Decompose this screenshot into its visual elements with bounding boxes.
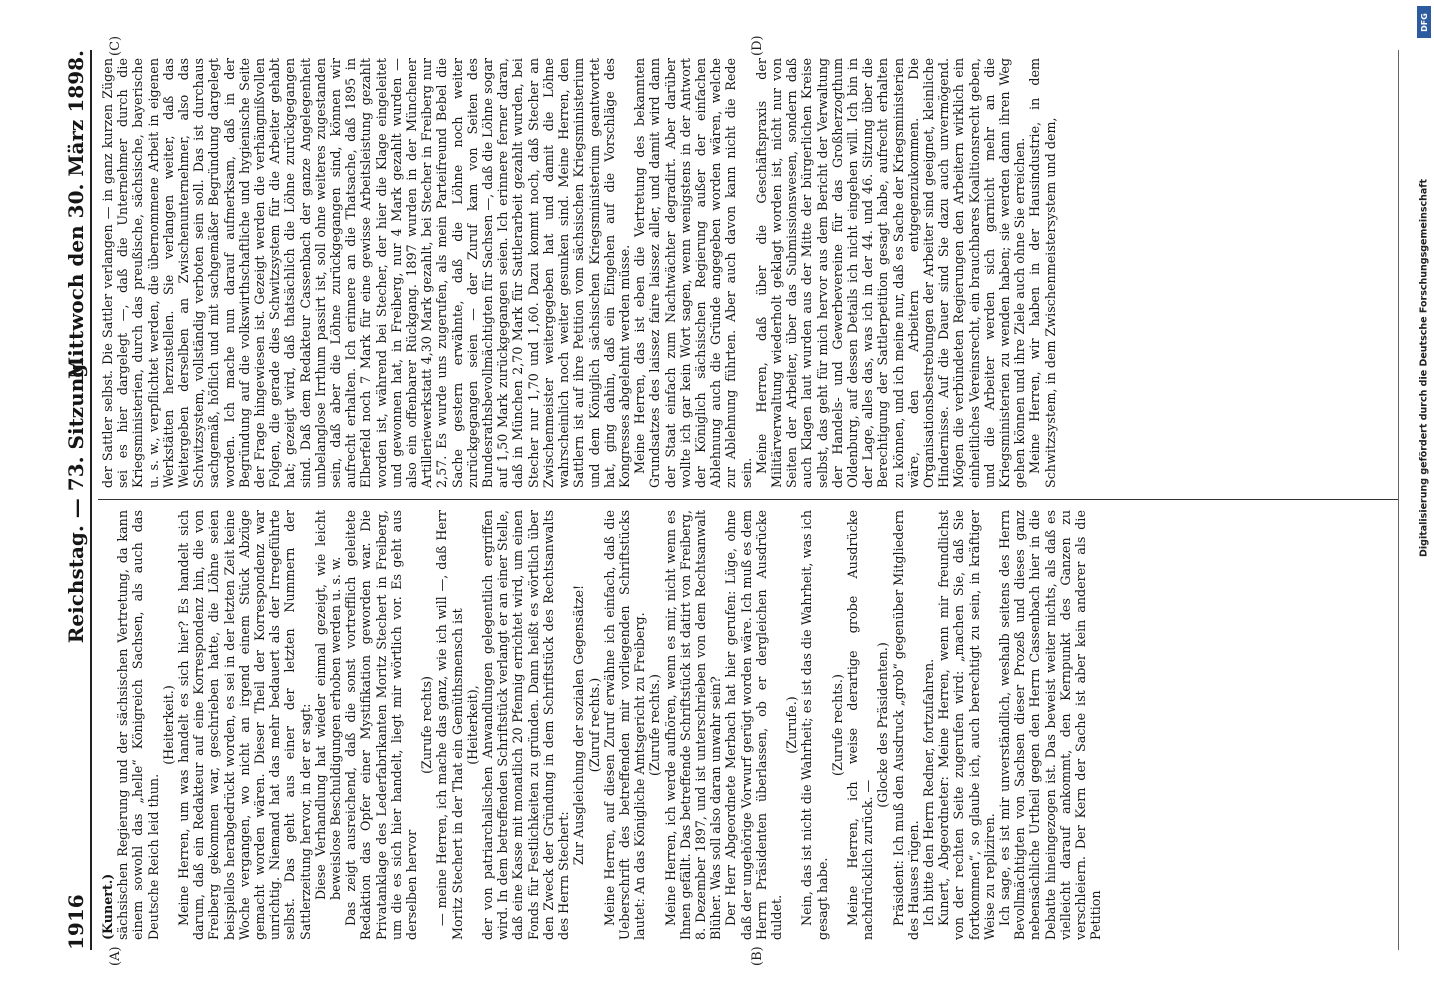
paragraph: Präsident: Ich muß den Ausdruck „grob“ gegenüber Mitgliedern des Hauses rügen. — [890, 510, 921, 940]
margin-mark-d: (D) — [750, 35, 765, 56]
paragraph: — meine Herren, ich mache das ganz, wie ich will —, daß Herr Moritz Stechert in der That ein Gemüthsmensch ist — [434, 510, 465, 940]
paragraph: Meine Herren, daß über die Geschäftspraxis der Militärverwaltung wiederholt geklagt worden ist, nicht nur von Seiten der Arbeiter, über das Submissionswesen, sondern daß auch Klagen laut wurden aus der Mitte der bürgerlichen Kreise selbst, das geht für mich hervor aus dem Bericht der Verwaltung der Handels- und Gewerbevereine für das Großherzogthum Oldenburg, auf dessen Details ich nicht eingehen will. Ich bin in der Lage, alles das, was ich in der 44. und 46. Sitzung über die Berechtigung der Sattlerpetition gesagt habe, aufrecht erhalten zu können, und ich meine nur, daß es Sache der Kriegsministerien wäre, den Arbeitern entgegenzukommen. Die Organisationsbestrebungen der Arbeiter sind geeignet, kleinliche Hindernisse. Auf die Dauer sind Sie dazu auch unvermögend. Mögen die verbündeten Regierungen den Arbeitern wirklich ein einheitliches Vereinsrecht, ein brauchbares Koalitionsrecht geben, und die Arbeiter werden sich garnicht mehr an die Kriegsministerien zu wenden haben; sie werden dann ihren Weg gehen können und ihre Ziele auch ohne Sie erreichen. — [753, 58, 1028, 488]
page-header — [60, 50, 92, 950]
paragraph: der Sattler selbst. Die Sattler verlangen — in ganz kurzen Zügen sei es hier dargelegt —, daß die Unternehmer durch die Kriegsministerien, durch das preußische, sächsische, bayerische u. s. w., verpflichtet werden, die übernommene Arbeit in eigenen Werkstätten herzustellen. Sie verlangen weiter, daß das Weitergeben derselben an Zwischenunternehmer, also das Schwitzsystem, vollständig verboten sein soll. Das ist durchaus sachgemäß, höflich und mit sachgemäßer Begründung dargelegt worden. Ich mache nun darauf aufmerksam, daß in der Begründung auf die volkswirthschaftliche und hygienische Seite der Frage hingewiesen ist. Gezeigt werden die verhängnißvollen Folgen, die gerade dies Schwitzsystem für die Arbeiter gehabt hat; gezeigt wird, daß thatsächlich die Löhne zurückgegangen sind. Daß dem Redakteur Cassenbach der ganze Angelegenheit unbelanglose Irrthum passirt ist, soll ohne weiteres zugestanden sein, daß aber die Löhne zurückgegangen sind, können wir aufrecht erhalten. Ich erinnere an die Thatsache, daß 1895 in Elberfeld noch 7 Mark für eine gewisse Arbeitsleistung gezahlt worden ist, während bei Stecher, der hier die Klage eingeleitet und gewonnen hat, in Freiberg, nur 4 Mark gezahlt wurden — also ein offenbarer Rückgang. 1897 wurden in der Münchener Artilleriewerkstatt 4,30 Mark gezahlt, bei Stecher in Freiberg nur 2,57. Es wurde uns zugerufen, als mein Parteifreund Bebel die Sache gestern erwähnte, daß die Löhne noch weiter zurückgegangen seien — der Zuruf kam von Seiten des Bundesrathsbevollmächtigten für Sachsen —, daß die Löhne sogar auf 1,50 Mark zurückgegangen seien. Ich erinnere ferner daran, daß in München 2,70 Mark für Sattlerarbeit gezahlt wurden, bei Stecher nur 1,70 und 1,60. Dazu kommt noch, daß Stecher an Zwischenmeister weitergegeben hat und damit die Löhne wahrscheinlich noch weiter gesunken sind. Meine Herren, den Sattlern ist auf ihre Petition vom sächsischen Kriegsministerium und dem Königlich sächsischen Kriegsministerium geantwortet hat, ging dahin, daß ein Eingehen auf die Vorschläge des Kongresses abgelehnt werden müsse. — [100, 58, 632, 488]
paragraph: Ich bitte den Herrn Redner, fortzufahren. — [920, 658, 936, 926]
left-column — [100, 510, 1390, 940]
margin-mark-a: (A) — [108, 946, 123, 966]
dfg-logo: DFG — [1417, 6, 1431, 38]
interjection: (Zuruf rechts.) — [586, 677, 602, 773]
scanned-page — [50, 30, 1410, 970]
paragraph: Ich sage, es ist mir unverständlich, weshalb seitens des Herrn Bevollmächtigten von Sachsen dieser Prozeß und dieses ganz nebensächliche Urtheil gegen den Herrn Cassenbach hier in die Debatte hineingezogen ist. Das beweist weiter nichts, als daß es vielleicht darauf ankommt, den Kernpunkt des Ganzen zu verschleiern. Der Kern der Sache ist aber kein anderer als die Petition — [996, 510, 1104, 940]
paragraph: Der Herr Abgeordnete Merbach hat hier gerufen: Lüge, ohne daß der ungehörige Vorwurf gerügt worden wäre. Ich muß es dem Herrn Präsidenten überlassen, ob er dergleichen Ausdrücke duldet. — [723, 510, 784, 940]
session-title: Reichstag. — 73. Sitzung. — [64, 356, 88, 644]
paragraph: Meine Herren, das ist eben die Vertretung des bekannten Grundsatzes des laissez faire laissez aller, und damit wird dann der Staat einfach zum Nachtwächter degradirt. Aber darüber wollte ich gar kein Wort sagen, wenn wenigstens in der Antwort der Königlich sächsischen Regierung außer der einfachen Ablehnung auch die Gründe angegeben worden wären, welche zur Ablehnung führten. Aber auch davon kann nicht die Rede sein. — [632, 58, 754, 488]
paragraph: Das zeigt ausreichend, daß die sonst vortrefflich geleitete Redaktion das Opfer einer Mystifikation geworden war. Die Privatanklage des Lederfabrikanten Moritz Stechert in Freiberg, um die es sich hier handelt, liegt mir wörtlich vor. Es geht aus derselben hervor — [343, 510, 420, 940]
interjection: (Zurufe rechts.) — [647, 674, 663, 776]
margin-mark-b: (B) — [750, 946, 765, 966]
interjection: (Zurufe rechts.) — [829, 674, 845, 776]
digitization-note: Digitalisierung gefördert durch die Deutsche Forschungsgemeinschaft — [1418, 179, 1430, 557]
digitization-strip — [1415, 0, 1434, 1000]
margin-mark-c: (C) — [108, 35, 123, 56]
paragraph: Meine Herren, auf diesen Zuruf erwähne ich einfach, daß die Ueberschrift des betreffenden mir vorliegenden Schriftstücks lautet: An das Königliche Amtsgericht zu Freiberg. — [601, 510, 648, 940]
page-number: 1916 — [64, 894, 88, 950]
paragraph: sächsischen Regierung und der sächsischen Vertretung, da kann einem sowohl das „helle“ Königreich Sachsen, als auch das Deutsche Reich leid thun. — [115, 510, 161, 940]
speaker-tag: (Kunert.) — [100, 873, 115, 940]
paragraph: Meine Herren, wir haben in der Hausindustrie, in dem Schwitzsystem, in dem Zwischenmeistersystem und dem, — [1027, 58, 1058, 488]
interjection: (Glocke des Präsidenten.) — [875, 642, 891, 808]
interjection: (Heiterkeit.) — [160, 685, 176, 765]
paragraph: Kunert, Abgeordneter: Meine Herren, wenn mir freundlichst von der rechten Seite zugerufen wird: „machen Sie, daß Sie fortkommen“, so glaube ich, auch berechtigt zu sein, in kräftiger Weise zu repliziren. — [936, 510, 997, 940]
right-column — [100, 58, 1390, 488]
quotation: Diese Verhandlung hat wieder einmal gezeigt, wie leicht beweislose Beschuldigungen erhoben werden u. s. w. — [312, 510, 344, 900]
quotation: Zur Ausgleichung der sozialen Gegensätze! — [571, 584, 587, 866]
session-date: Mittwoch den 30. März 1898. — [64, 50, 88, 380]
paragraph: Meine Herren, ich werde aufhören, wenn es mir, nicht wenn es Ihnen gefällt. Das betreffende Schriftstück ist datirt von Freiberg, 8. Dezember 1897, und ist unterschrieben von dem Rechtsanwalt Blüher. Was soll also daran unwahr sein? — [662, 510, 724, 940]
column-divider — [98, 499, 1398, 500]
paragraph: Meine Herren, ich weise derartige grobe Ausdrücke nachdrücklich zurück. — — [844, 510, 876, 940]
interjection: (Heiterkeit), — [464, 685, 480, 765]
paragraph: Nein, das ist nicht die Wahrheit; es ist das die Wahrheit, was ich gesagt habe. — [799, 510, 830, 940]
interjection: (Zurufe.) — [784, 696, 800, 754]
bottom-rule — [1398, 50, 1399, 950]
interjection: (Zurufe rechts) — [419, 676, 435, 774]
paragraph: Meine Herren, um was handelt es sich hier? Es handelt sich darum, daß ein Redakteur auf eine Korrespondenz hin, die von Freiberg gekommen war, geschrieben hatte, die Löhne seien beispiellos herabgedrückt worden, es sei in der letzten Zeit keine Woche vergangen, wo nicht an irgend einem Stück Abzüge gemacht worden wären. Dieser Theil der Korrespondenz war unrichtig. Niemand hat das mehr bedauert als der Irregeführte selbst. Das geht aus einer der letzten Nummern der Sattlerzeitung hervor, in der er sagt: — [176, 510, 313, 940]
paragraph: der von patriarchalischen Anwandlungen gelegentlich ergriffen wird. In dem betreffenden Schriftstück verlangt er an einer Stelle, daß eine Kasse mit monatlich 20 Pfennig errichtet wird, um einen Fonds für Festlichkeiten zu gründen. Dann heißt es wörtlich über den Zweck der Gründung in dem Schriftstück des Rechtsanwalts des Herrn Stechert: — [480, 510, 572, 940]
